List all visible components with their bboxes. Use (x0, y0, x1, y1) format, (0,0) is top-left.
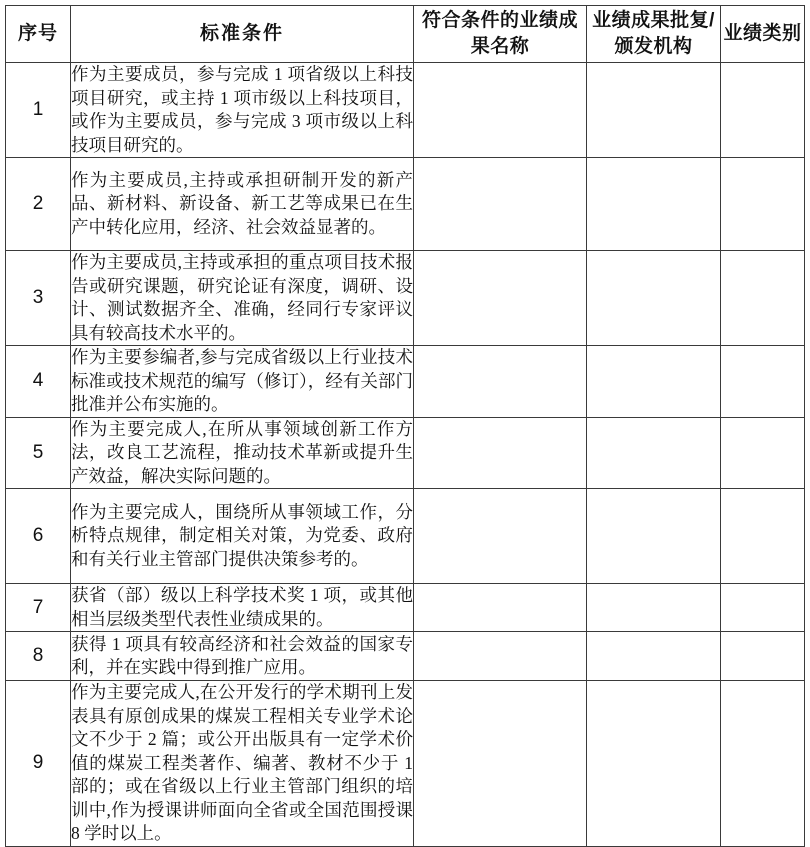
row-sequence-number: 6 (6, 489, 71, 584)
row-achievement-name-cell[interactable] (414, 417, 587, 489)
row-category-cell[interactable] (721, 632, 805, 681)
column-header-issuing-organization: 业绩成果批复/颁发机构 (587, 6, 721, 63)
table-row (6, 346, 805, 418)
row-issuing-organization-cell[interactable] (587, 251, 721, 346)
row-issuing-organization-cell[interactable] (587, 158, 721, 251)
row-criteria-text: 作为主要完成人,在所从事领域创新工作方法，改良工艺流程，推动技术革新或提升生产效益，解决实际问题的。 (71, 417, 414, 489)
row-category-cell[interactable] (721, 489, 805, 584)
row-category-cell[interactable] (721, 158, 805, 251)
row-issuing-organization-cell[interactable] (587, 63, 721, 158)
row-sequence-number: 9 (6, 681, 71, 847)
table-row (6, 632, 805, 681)
row-sequence-number: 7 (6, 584, 71, 632)
column-header-criteria: 标准条件 (71, 6, 414, 63)
table-header (6, 6, 805, 63)
row-sequence-number: 1 (6, 63, 71, 158)
row-achievement-name-cell[interactable] (414, 63, 587, 158)
row-criteria-text: 作为主要成员,主持或承担研制开发的新产品、新材料、新设备、新工艺等成果已在生产中转化应用，经济、社会效益显著的。 (71, 158, 414, 251)
row-achievement-name-cell[interactable] (414, 251, 587, 346)
row-category-cell[interactable] (721, 681, 805, 847)
row-achievement-name-cell[interactable] (414, 158, 587, 251)
row-category-cell[interactable] (721, 584, 805, 632)
row-sequence-number: 8 (6, 632, 71, 681)
row-issuing-organization-cell[interactable] (587, 584, 721, 632)
row-sequence-number: 2 (6, 158, 71, 251)
row-issuing-organization-cell[interactable] (587, 346, 721, 418)
row-criteria-text: 获得 1 项具有较高经济和社会效益的国家专利，并在实践中得到推广应用。 (71, 632, 414, 681)
row-category-cell[interactable] (721, 63, 805, 158)
row-issuing-organization-cell[interactable] (587, 489, 721, 584)
row-issuing-organization-cell[interactable] (587, 632, 721, 681)
row-sequence-number: 4 (6, 346, 71, 418)
table-row (6, 63, 805, 158)
table-row (6, 584, 805, 632)
column-header-achievement-name: 符合条件的业绩成果名称 (414, 6, 587, 63)
row-criteria-text: 作为主要参编者,参与完成省级以上行业技术标准或技术规范的编写（修订），经有关部门批准并公布实施的。 (71, 346, 414, 418)
column-header-seq: 序号 (6, 6, 71, 63)
row-criteria-text: 作为主要完成人，围绕所从事领域工作，分析特点规律，制定相关对策，为党委、政府和有关行业主管部门提供决策参考的。 (71, 489, 414, 584)
row-sequence-number: 3 (6, 251, 71, 346)
row-criteria-text: 获省（部）级以上科学技术奖 1 项，或其他相当层级类型代表性业绩成果的。 (71, 584, 414, 632)
row-achievement-name-cell[interactable] (414, 346, 587, 418)
table-row (6, 251, 805, 346)
row-criteria-text: 作为主要成员,主持或承担的重点项目技术报告或研究课题，研究论证有深度，调研、设计、测试数据齐全、准确，经同行专家评议具有较高技术水平的。 (71, 251, 414, 346)
row-achievement-name-cell[interactable] (414, 632, 587, 681)
row-category-cell[interactable] (721, 251, 805, 346)
row-criteria-text: 作为主要成员，参与完成 1 项省级以上科技项目研究，或主持 1 项市级以上科技项目，或作为主要成员，参与完成 3 项市级以上科技项目研究的。 (71, 63, 414, 158)
row-issuing-organization-cell[interactable] (587, 417, 721, 489)
column-header-category: 业绩类别 (721, 6, 805, 63)
row-issuing-organization-cell[interactable] (587, 681, 721, 847)
table-row (6, 681, 805, 847)
row-achievement-name-cell[interactable] (414, 584, 587, 632)
table-body (6, 63, 805, 847)
table-row (6, 158, 805, 251)
row-sequence-number: 5 (6, 417, 71, 489)
row-achievement-name-cell[interactable] (414, 681, 587, 847)
row-category-cell[interactable] (721, 417, 805, 489)
header-row (6, 6, 805, 63)
row-criteria-text: 作为主要完成人,在公开发行的学术期刊上发表具有原创成果的煤炭工程相关专业学术论文不少于 2 篇；或公开出版具有一定学术价值的煤炭工程类著作、编著、教材不少于 1 部的；或在省级以上行业主管部门组织的培训中,作为授课讲师面向全省或全国范围授课 8 学时以上。 (71, 681, 414, 847)
table-row (6, 417, 805, 489)
row-category-cell[interactable] (721, 346, 805, 418)
row-achievement-name-cell[interactable] (414, 489, 587, 584)
table-row (6, 489, 805, 584)
criteria-table (5, 5, 805, 847)
